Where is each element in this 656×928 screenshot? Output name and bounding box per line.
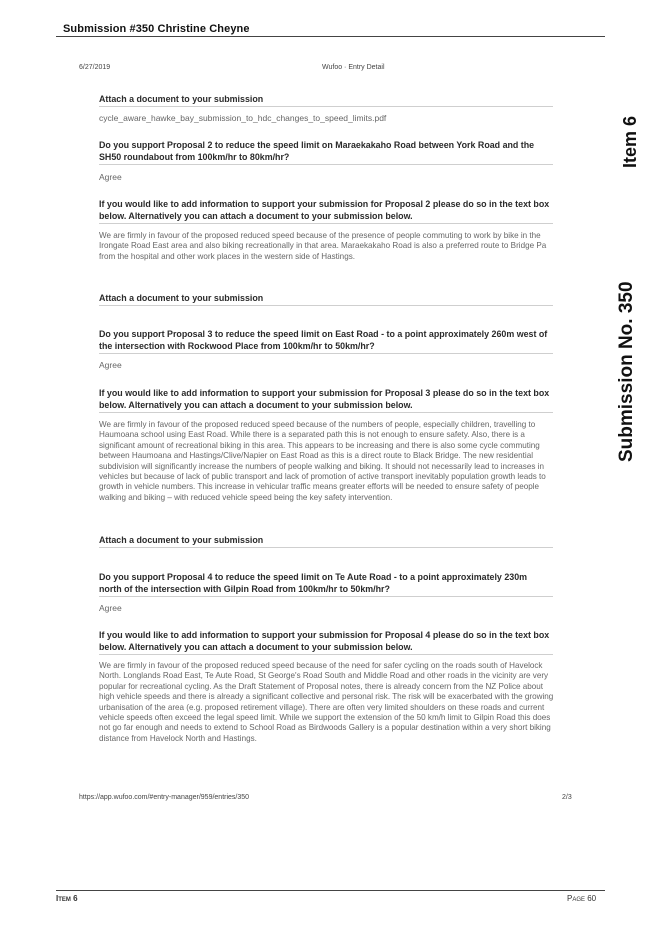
footer-rule [56, 890, 605, 891]
entry-divider [99, 223, 553, 224]
entry-question: If you would like to add information to support your submission for Proposal 4 please do so in the text box below. Alternatively you can attach a document to your submission below. [99, 630, 550, 652]
side-label-submission-text: Submission No. 350 [616, 281, 637, 462]
print-url: https://app.wufoo.com/#entry-manager/959/entries/350 [79, 794, 250, 801]
print-date: 6/27/2019 [79, 64, 111, 71]
entry-question: Attach a document to your submission [99, 293, 264, 303]
entry-question: Do you support Proposal 4 to reduce the speed limit on Te Aute Road - to a point approximately 230m north of the intersection with Gilpin Road from 100km/hr to 50km/hr? [99, 572, 528, 594]
entry-answer: We are firmly in favour of the proposed reduced speed because of the numbers of people, especially children, travelling to Haumoana school using East Road. While there is a separated path this is not enough to ensure safety. Also, there is a significant amount of recreational biking in this area. This appears to be increasing and there is also some cycle commuting between Haumoana and Hastings/Clive/Napier on East Road as this is a direct route to Black Bridge. The new residential subdivision will significantly increase the numbers of people walking and biking. It should not necessarily lead to increases in vehicles but because of lack of public transport and lack of promotion of active transport inevitably population growth leads to growth in vehicle numbers. This increase in vehicular traffic means greater efforts will be needed to ensure safety of people walking and biking – with reduced vehicle speed being the key safety intervention. [99, 420, 546, 502]
entry-answer: cycle_aware_hawke_bay_submission_to_hdc_changes_to_speed_limits.pdf [99, 113, 387, 123]
entry-question: If you would like to add information to support your submission for Proposal 3 please do so in the text box below. Alternatively you can attach a document to your submission below. [99, 388, 550, 410]
entry-divider [99, 596, 553, 597]
entry-answer: We are firmly in favour of the proposed reduced speed because of the presence of people commuting to work by bike in the Irongate Road East area and also biking recreationally in that area. Maraekakaho Road is also a preferred route to Bridge Pa from the hospital and other work places in the western side of Hastings. [99, 231, 547, 261]
footer-item: Item 6 [56, 894, 78, 903]
entry-divider [99, 654, 553, 655]
entry-question: Do you support Proposal 2 to reduce the speed limit on Maraekakaho Road between York Road and the SH50 roundabout from 100km/hr to 80km/hr? [99, 140, 535, 162]
side-label-submission [614, 280, 648, 465]
entry-question: If you would like to add information to support your submission for Proposal 2 please do so in the text box below. Alternatively you can attach a document to your submission below. [99, 199, 550, 221]
entry-answer: Agree [99, 360, 122, 370]
entry-divider [99, 353, 553, 354]
print-page-number: 2/3 [562, 794, 572, 801]
entry-question: Attach a document to your submission [99, 535, 264, 545]
entry-divider [99, 106, 553, 107]
footer-page: Page 60 [567, 894, 597, 903]
entry-question: Attach a document to your submission [99, 94, 264, 104]
entry-divider [99, 547, 553, 548]
entry-question: Do you support Proposal 3 to reduce the speed limit on East Road - to a point approximately 260m west of the intersection with Rockwood Place from 100km/hr to 50km/hr? [99, 329, 548, 351]
side-label-item-text: Item 6 [620, 115, 640, 168]
submission-title: Submission #350 Christine Cheyne [63, 23, 250, 35]
entry-answer: Agree [99, 172, 122, 182]
side-label-item [618, 100, 648, 172]
entry-divider [99, 164, 553, 165]
print-page-title: Wufoo · Entry Detail [322, 64, 385, 71]
entry-divider [99, 412, 553, 413]
header-rule [56, 36, 605, 37]
entry-answer: We are firmly in favour of the proposed reduced speed because of the need for safer cycling on the roads south of Havelock North. Longlands Road East, Te Aute Road, St George's Road South and Middle Road and other roads in the vicinity are very popular for recreational cycling. As the Draft Statement of Proposal notes, there is already concern from the NZ Police about high vehicle speeds and there is already a significant collective and personal risk. The risk will be exacerbated with the growing urbanisation of the area (e.g. proposed retirement village). There are often very limited shoulders on these roads and current vehicle speeds often exceed the legal speed limit. While we support the extension of the 50 km/h limit to Gilpin Road this does not go far enough and needs to extend to School Road as Birdwoods Gallery is a popular destination within a very short biking distance from Havelock North and Hastings. [99, 661, 554, 743]
entry-divider [99, 305, 553, 306]
entry-answer: Agree [99, 603, 122, 613]
